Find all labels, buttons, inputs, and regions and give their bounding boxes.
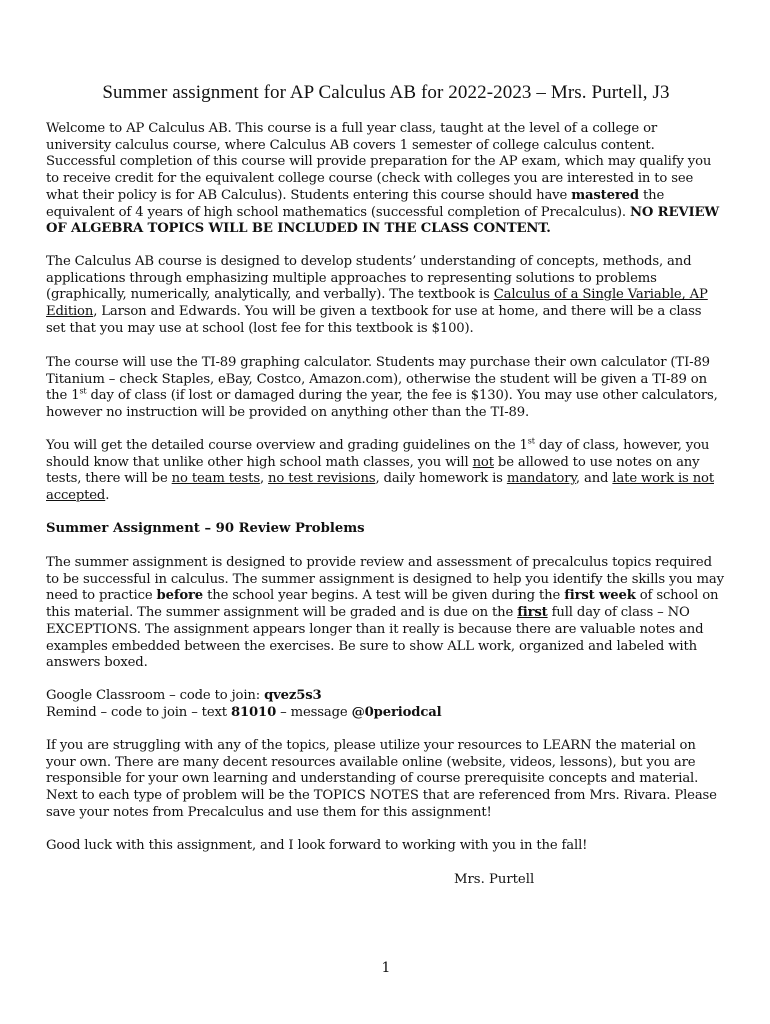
google-classroom-line: [46, 688, 724, 705]
remind-label: Remind – code to join – text: [46, 705, 231, 720]
intro-paragraph: [46, 121, 724, 238]
rules-no-team-tests: no team tests: [171, 471, 260, 487]
assignment-text-4: full day of class – NO EXCEPTIONS. The assignment appears longer than it really is because there are valuable notes and examples embedded between the exercises. Be sure to show ALL work, organized and labeled with answers boxed.: [46, 605, 704, 671]
intro-text: Welcome to AP Calculus AB. This course is a full year class, taught at the level of a college or university calculus course, where Calculus AB covers 1 semester of college calculus content. Successful completion of this course will provide preparation for the AP exam, which may qualify you to receive credit for the equivalent college course (check with colleges you are interested in to see what their policy is for AB Calculus). Students entering this course should have: [46, 121, 712, 203]
assignment-text-2: the school year begins. A test will be given during the: [203, 588, 565, 604]
closing-paragraph: Good luck with this assignment, and I look forward to working with you in the fall!: [46, 838, 588, 853]
rules-not: not: [472, 454, 494, 470]
assignment-text-3: of school on this material. The summer assignment will be graded and is due on the: [46, 588, 719, 621]
google-classroom-code: qvez5s3: [264, 688, 322, 703]
assignment-text: The summer assignment is designed to provide review and assessment of precalculus topics required to be successful in calculus. The summer assignment is designed to help you identify the skills you may need to practice: [46, 555, 724, 604]
rules-no-test-revisions: no test revisions: [268, 471, 376, 487]
signature: Mrs. Purtell: [454, 872, 535, 887]
rules-paragraph: [46, 438, 724, 505]
assignment-first: first: [517, 605, 548, 621]
rules-late-work: late work is not accepted: [46, 471, 714, 504]
course-paragraph: [46, 254, 724, 338]
calculator-sup: st: [79, 387, 87, 397]
rules-period: .: [105, 488, 110, 504]
page-number: 1: [381, 960, 391, 976]
course-text: The Calculus AB course is designed to develop students’ understanding of concepts, methods, and applications through emphasizing multiple approaches to representing solutions to problems (graphically, numerically, analytically, and verbally). The textbook is: [46, 254, 692, 303]
course-text-2: , Larson and Edwards. You will be given a textbook for use at home, and there will be a class set that you may use at school (lost fee for this textbook is $100).: [46, 304, 702, 336]
textbook-title: Calculus of a Single Variable, AP Edition: [46, 287, 708, 320]
rules-mandatory: mandatory: [506, 471, 576, 487]
page-title: Summer assignment for AP Calculus AB for 2022-2023 – Mrs. Purtell, J3: [102, 82, 670, 103]
rules-and: , and: [575, 471, 613, 487]
google-classroom-label: Google Classroom – code to join:: [46, 688, 265, 703]
calculator-text: The course will use the TI-89 graphing calculator. Students may purchase their own calculator (TI-89 Titanium – check Staples, eBay, Costco, Amazon.com), otherwise the student will be given a TI-89 on the 1: [46, 355, 710, 404]
remind-message-label: – message: [276, 705, 352, 720]
calculator-paragraph: [46, 355, 724, 422]
section-heading: Summer Assignment – 90 Review Problems: [46, 521, 365, 536]
rules-sup: st: [527, 436, 535, 446]
remind-message: @0periodcal: [351, 705, 442, 720]
assignment-paragraph: [46, 555, 724, 672]
intro-no-review: NO REVIEW OF ALGEBRA TOPICS WILL BE INCLUDED IN THE CLASS CONTENT.: [46, 204, 720, 237]
rules-text-4: , daily homework is: [375, 471, 507, 487]
intro-mastered: mastered: [571, 187, 639, 203]
intro-text-2: the equivalent of 4 years of high school mathematics (successful completion of Precalculus).: [46, 187, 665, 220]
remind-number: 81010: [230, 705, 277, 720]
assignment-before: before: [156, 588, 204, 604]
resources-paragraph: If you are struggling with any of the topics, please utilize your resources to LEARN the material on your own. There are many decent resources available online (website, videos, lessons), but you are responsible for your own learning and understanding of course prerequisite concepts and material. Next to each type of problem will be the TOPICS NOTES that are referenced from Mrs. Rivara. Please save your notes from Precalculus and use them for this assignment!: [46, 738, 717, 820]
rules-text: You will get the detailed course overview and grading guidelines on the 1: [46, 438, 528, 453]
remind-line: [46, 705, 724, 722]
calculator-text-2: day of class (if lost or damaged during the year, the fee is $130). You may use other calculators, however no instruction will be provided on anything other than the TI-89.: [46, 388, 718, 421]
assignment-first-week: first week: [564, 588, 636, 604]
rules-comma: ,: [259, 471, 269, 487]
rules-text-3: be allowed to use notes on any tests, there will be: [46, 454, 700, 487]
rules-text-2: day of class, however, you should know that unlike other high school math classes, you will: [46, 438, 710, 470]
